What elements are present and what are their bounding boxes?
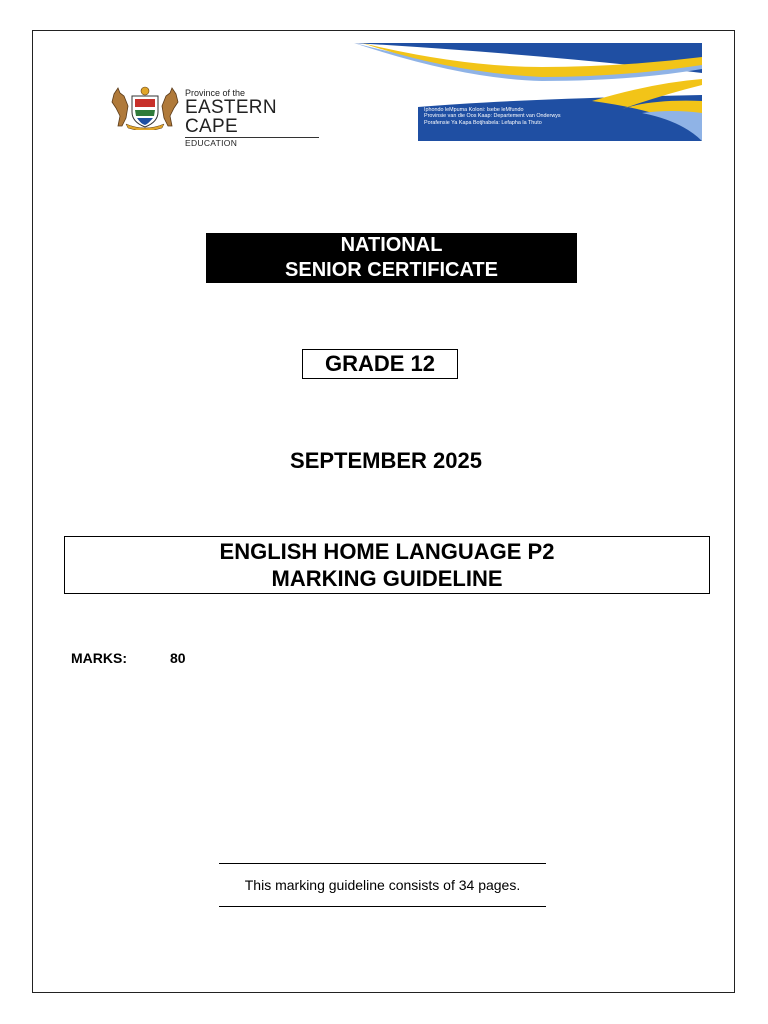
banner-line-afrikaans: Provinsie van die Oos Kaap: Departement van Onderwys [424,113,561,120]
banner-line-sesotho: Porafensie Ya Kapa Botjhabela: Lefapha la Thuto [424,119,542,126]
marks-label: MARKS: [71,650,127,666]
logo-province-label: Province of the [185,88,246,98]
grade-box: GRADE 12 [302,349,458,379]
coat-of-arms-icon [108,84,182,130]
subject-subtitle: MARKING GUIDELINE [271,566,503,591]
certificate-title-box [206,233,577,283]
footer-bottom-rule [219,906,546,907]
subject-box [64,536,710,594]
exam-date: SEPTEMBER 2025 [290,448,482,473]
certificate-title-line1: NATIONAL [340,234,443,256]
logo-province-name: EASTERN CAPE [185,97,277,137]
department-banner [352,43,702,141]
certificate-title-line2: SENIOR CERTIFICATE [285,259,498,281]
page-count-note: This marking guideline consists of 34 pages. [244,877,521,893]
footer-top-rule [219,863,546,864]
banner-text [424,107,654,126]
logo-department: EDUCATION [185,138,238,148]
banner-line-xhosa: Iphondo leMpuma Koloni: Isebe leMfundo [424,107,524,113]
page-border [32,30,735,993]
subject-title: ENGLISH HOME LANGUAGE P2 [219,539,555,564]
eastern-cape-logo [108,84,328,148]
marks-value: 80 [170,650,186,666]
